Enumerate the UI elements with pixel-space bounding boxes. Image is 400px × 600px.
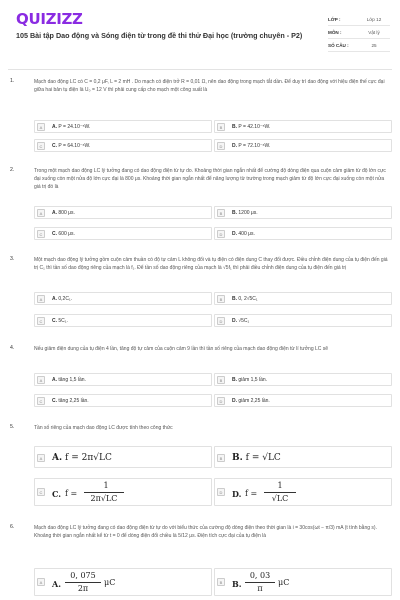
option-key: A: [37, 295, 45, 303]
meta-row-subject: [328, 26, 390, 39]
question-number: 6.: [10, 524, 15, 530]
question-number: 2.: [10, 167, 15, 173]
option-letter: B.: [232, 377, 237, 383]
option-key: B: [217, 454, 225, 462]
option-text: 1200 μs.: [238, 210, 258, 216]
option-c[interactable]: [34, 314, 212, 327]
option-a[interactable]: [34, 446, 212, 468]
option-text: 0,2C₁.: [58, 296, 73, 302]
fraction-numerator: 0, 03: [249, 571, 271, 580]
question-text: Mạch dao động LC lý tưởng đang có dao động điện từ tự do với biểu thức của cường độ dòng điện theo thời gian là i = 30cos(ωt − π/3) mA (t tính bằng s). Khoảng thời gian ngắn nhất kể từ t = 0 để dòng điện đổi chiều là 5/12 μs. Điện tích cực đại của tụ điện là: [34, 525, 377, 540]
option-text: P = 72.10⁻⁶W.: [238, 143, 271, 149]
meta-value: 25: [371, 42, 377, 48]
question-2: [10, 167, 392, 247]
option-text: giảm 2,25 lần.: [238, 398, 270, 404]
option-text: tăng 1,5 lần.: [58, 377, 86, 383]
header-divider: [8, 69, 392, 70]
meta-label: MÔN :: [328, 29, 342, 35]
option-key: D: [217, 397, 225, 405]
option-b[interactable]: [214, 120, 392, 133]
option-letter: A.: [52, 579, 61, 589]
fraction-denominator: 2π: [77, 584, 89, 593]
option-b[interactable]: [214, 373, 392, 386]
option-d[interactable]: [214, 394, 392, 407]
option-text: P = 24.10⁻⁵W.: [58, 124, 91, 130]
option-key: C: [37, 230, 45, 238]
option-text: 400 μs.: [238, 231, 255, 237]
option-a[interactable]: [34, 292, 212, 305]
quiz-meta-table: [328, 13, 390, 52]
option-formula: f = 2π√LC: [65, 453, 112, 463]
option-a[interactable]: [34, 568, 212, 596]
meta-row-class: [328, 13, 390, 26]
option-key: B: [217, 209, 225, 217]
quizizz-logo: QUIZIZZ: [16, 10, 83, 28]
fraction-bar: [245, 582, 275, 583]
option-d[interactable]: [214, 314, 392, 327]
option-letter: B.: [232, 579, 242, 589]
option-letter: A.: [52, 296, 57, 302]
question-number: 4.: [10, 345, 15, 351]
option-b[interactable]: [214, 206, 392, 219]
option-letter: B.: [232, 210, 237, 216]
option-key: B: [217, 578, 225, 586]
option-text: P = 64.10⁻⁶W.: [58, 143, 91, 149]
option-a[interactable]: [34, 373, 212, 386]
question-text: Nếu giảm điện dung của tụ điện 4 lần, tăng độ tự cảm của cuộn cảm 9 lần thì tần số riêng của mạch dao động điện từ lí tưởng LC sẽ: [34, 346, 329, 352]
option-letter: B.: [232, 453, 243, 463]
option-key: C: [37, 397, 45, 405]
option-letter: B.: [232, 124, 237, 130]
question-text: Mạch dao động LC có C = 0,2 μF, L = 2 mH . Do mạch có điện trở R = 0,01 Ω, nên dao động trong mạch tắt dần. Để duy trì dao động với hiệu điện thế cực đại giữa hai bản tụ điện là U₀ = 12 V thì phải cung cấp cho mạch một công suất là: [34, 79, 385, 94]
meta-value: Lớp 12: [366, 16, 382, 22]
option-key: A: [37, 123, 45, 131]
fraction-numerator: 1: [277, 481, 283, 490]
option-text: giảm 1,5 lần.: [238, 377, 268, 383]
option-text: 5C₁.: [58, 318, 68, 324]
option-b[interactable]: [214, 568, 392, 596]
question-6: [10, 524, 392, 598]
fraction-numerator: 1: [103, 481, 109, 490]
option-b[interactable]: [214, 292, 392, 305]
option-c[interactable]: [34, 227, 212, 240]
option-a[interactable]: [34, 206, 212, 219]
meta-label: LỚP :: [328, 16, 341, 22]
option-d[interactable]: D D. f = 1 √LC: [214, 478, 392, 506]
meta-label: SỐ CÂU :: [328, 42, 349, 48]
option-unit: μC: [104, 578, 116, 587]
option-b[interactable]: [214, 446, 392, 468]
option-text: 0, 2√5C₁: [238, 296, 258, 302]
option-letter: D.: [232, 231, 237, 237]
option-letter: C.: [52, 143, 57, 149]
option-letter: C.: [52, 318, 57, 324]
option-letter: A.: [52, 210, 57, 216]
option-text: 800 μs.: [58, 210, 75, 216]
fraction-denominator: √LC: [271, 494, 289, 503]
option-letter: C.: [52, 398, 57, 404]
option-letter: D.: [232, 398, 237, 404]
option-key: C: [37, 488, 45, 496]
option-d[interactable]: [214, 227, 392, 240]
question-5: [10, 424, 392, 514]
option-key: B: [217, 295, 225, 303]
option-a[interactable]: [34, 120, 212, 133]
question-text: Một mạch dao động lý tưởng gồm cuộn cảm thuần có độ tự cảm L không đổi và tụ điện có điện dung C thay đổi được. Điều chỉnh điện dung của tụ điện đến giá trị C₁ thì tần số dao động riêng của mạch là f₁. Để tần số dao động riêng của mạch là √5f₁ thì phải điều chỉnh điện dung của tụ điện đến giá trị: [34, 257, 388, 272]
option-unit: μC: [278, 578, 290, 587]
option-text: 600 μs.: [58, 231, 75, 237]
question-number: 3.: [10, 256, 15, 262]
option-d[interactable]: [214, 139, 392, 152]
option-key: A: [37, 376, 45, 384]
question-4: [10, 345, 392, 410]
option-key: D: [217, 230, 225, 238]
option-key: B: [217, 376, 225, 384]
option-letter: A.: [52, 124, 57, 130]
fraction-bar: [65, 582, 101, 583]
option-letter: D.: [232, 489, 242, 499]
question-text: Trong một mạch dao động LC lý tưởng đang có dao động điện từ tự do. Khoảng thời gian ngắn nhất để cường độ dòng điện qua cuộn cảm giảm từ độ lớn cực đại xuống còn một nửa độ lớn cực đại là 800 μs. Khoảng thời gian ngắn nhất để năng lượng từ trường trong mạch giảm từ độ lớn cực đại xuống còn một nửa giá trị đó là: [34, 168, 386, 191]
option-letter: D.: [232, 318, 237, 324]
option-key: D: [217, 142, 225, 150]
option-letter: C.: [52, 489, 62, 499]
option-key: A: [37, 454, 45, 462]
option-c[interactable]: C C. f = 1 2π√LC: [34, 478, 212, 506]
meta-row-count: [328, 39, 390, 52]
option-text: √5C₁: [238, 318, 250, 324]
option-c[interactable]: [34, 139, 212, 152]
option-letter: A.: [52, 377, 57, 383]
option-key: C: [37, 317, 45, 325]
option-key: A: [37, 209, 45, 217]
question-number: 5.: [10, 424, 15, 430]
option-letter: B.: [232, 296, 237, 302]
option-formula: f = √LC: [245, 453, 281, 463]
option-key: D: [217, 317, 225, 325]
fraction-denominator: π: [257, 584, 263, 593]
option-letter: D.: [232, 143, 237, 149]
option-key: A: [37, 578, 45, 586]
option-text: tăng 2,25 lần.: [58, 398, 89, 404]
quiz-title: 105 Bài tập Dao động và Sóng điện từ trong đề thi thử Đại học (trường chuyên - P2): [16, 31, 303, 40]
option-text: P = 42.10⁻⁵W.: [238, 124, 271, 130]
question-1: [10, 78, 392, 148]
question-3: [10, 256, 392, 336]
fraction-bar: [84, 492, 124, 493]
fraction-bar: [264, 492, 296, 493]
fraction-denominator: 2π√LC: [90, 494, 118, 503]
meta-value: Vật lý: [368, 29, 380, 35]
option-c[interactable]: [34, 394, 212, 407]
option-key: B: [217, 123, 225, 131]
option-letter: C.: [52, 231, 57, 237]
fraction-numerator: 0, 075: [70, 571, 96, 580]
option-key: D: [217, 488, 225, 496]
option-key: C: [37, 142, 45, 150]
question-number: 1.: [10, 78, 15, 84]
question-text: Tần số riêng của mạch dao động LC được tính theo công thức: [34, 425, 173, 431]
option-letter: A.: [52, 453, 63, 463]
